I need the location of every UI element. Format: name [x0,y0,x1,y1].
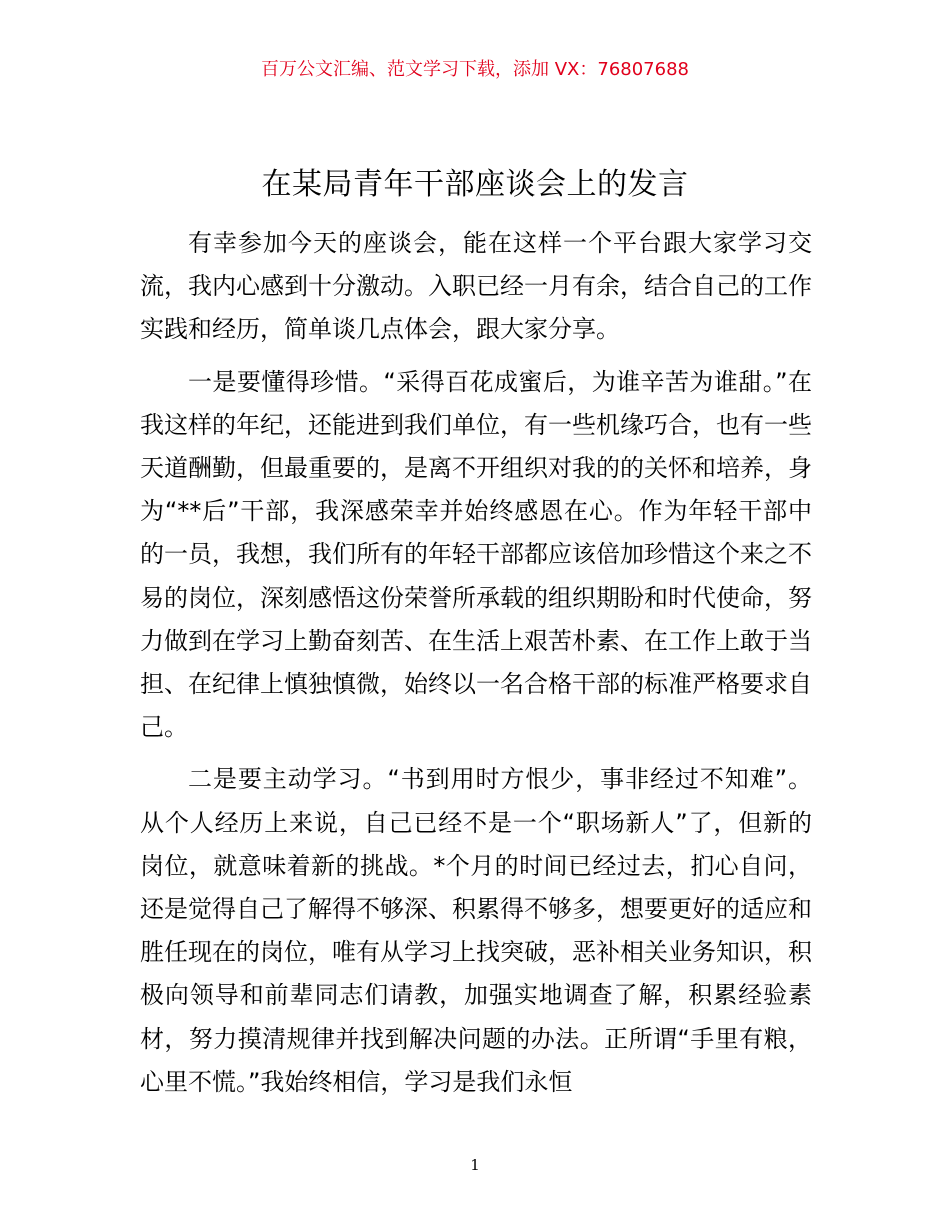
document-title: 在某局青年干部座谈会上的发言 [261,167,689,202]
document-body [140,222,812,1104]
promo-header-note: 百万公文汇编、范文学习下载，添加 VX：76807688 [261,59,689,80]
page-number: 1 [470,1156,480,1174]
paragraph-cherish: 一是要懂得珍惜。“采得百花成蜜后，为谁辛苦为谁甜。”在我这样的年纪，还能进到我们单位，有一些机缘巧合，也有一些天道酬勤，但最重要的，是离不开组织对我的的关怀和培养，身为“**后”干部，我深感荣幸并始终感恩在心。作为年轻干部中的一员，我想，我们所有的年轻干部都应该倍加珍惜这个来之不易的岗位，深刻感悟这份荣誉所承载的组织期盼和时代使命，努力做到在学习上勤奋刻苦、在生活上艰苦朴素、在工作上敢于当担、在纪律上慎独慎微，始终以一名合格干部的标准严格要求自己。 [140,367,812,742]
paragraph-study: 二是要主动学习。“书到用时方恨少，事非经过不知难”。从个人经历上来说，自己已经不是一个“职场新人”了，但新的岗位，就意味着新的挑战。*个月的时间已经过去，扪心自问，还是觉得自己了解得不够深、积累得不够多，想要更好的适应和胜任现在的岗位，唯有从学习上找突破，恶补相关业务知识，积极向领导和前辈同志们请教，加强实地调查了解，积累经验素材，努力摸清规律并找到解决问题的办法。正所谓“手里有粮，心里不慌。”我始终相信，学习是我们永恒 [140,765,812,1096]
paragraph-intro: 有幸参加今天的座谈会，能在这样一个平台跟大家学习交流，我内心感到十分激动。入职已经一月有余，结合自己的工作实践和经历，简单谈几点体会，跟大家分享。 [140,229,812,344]
